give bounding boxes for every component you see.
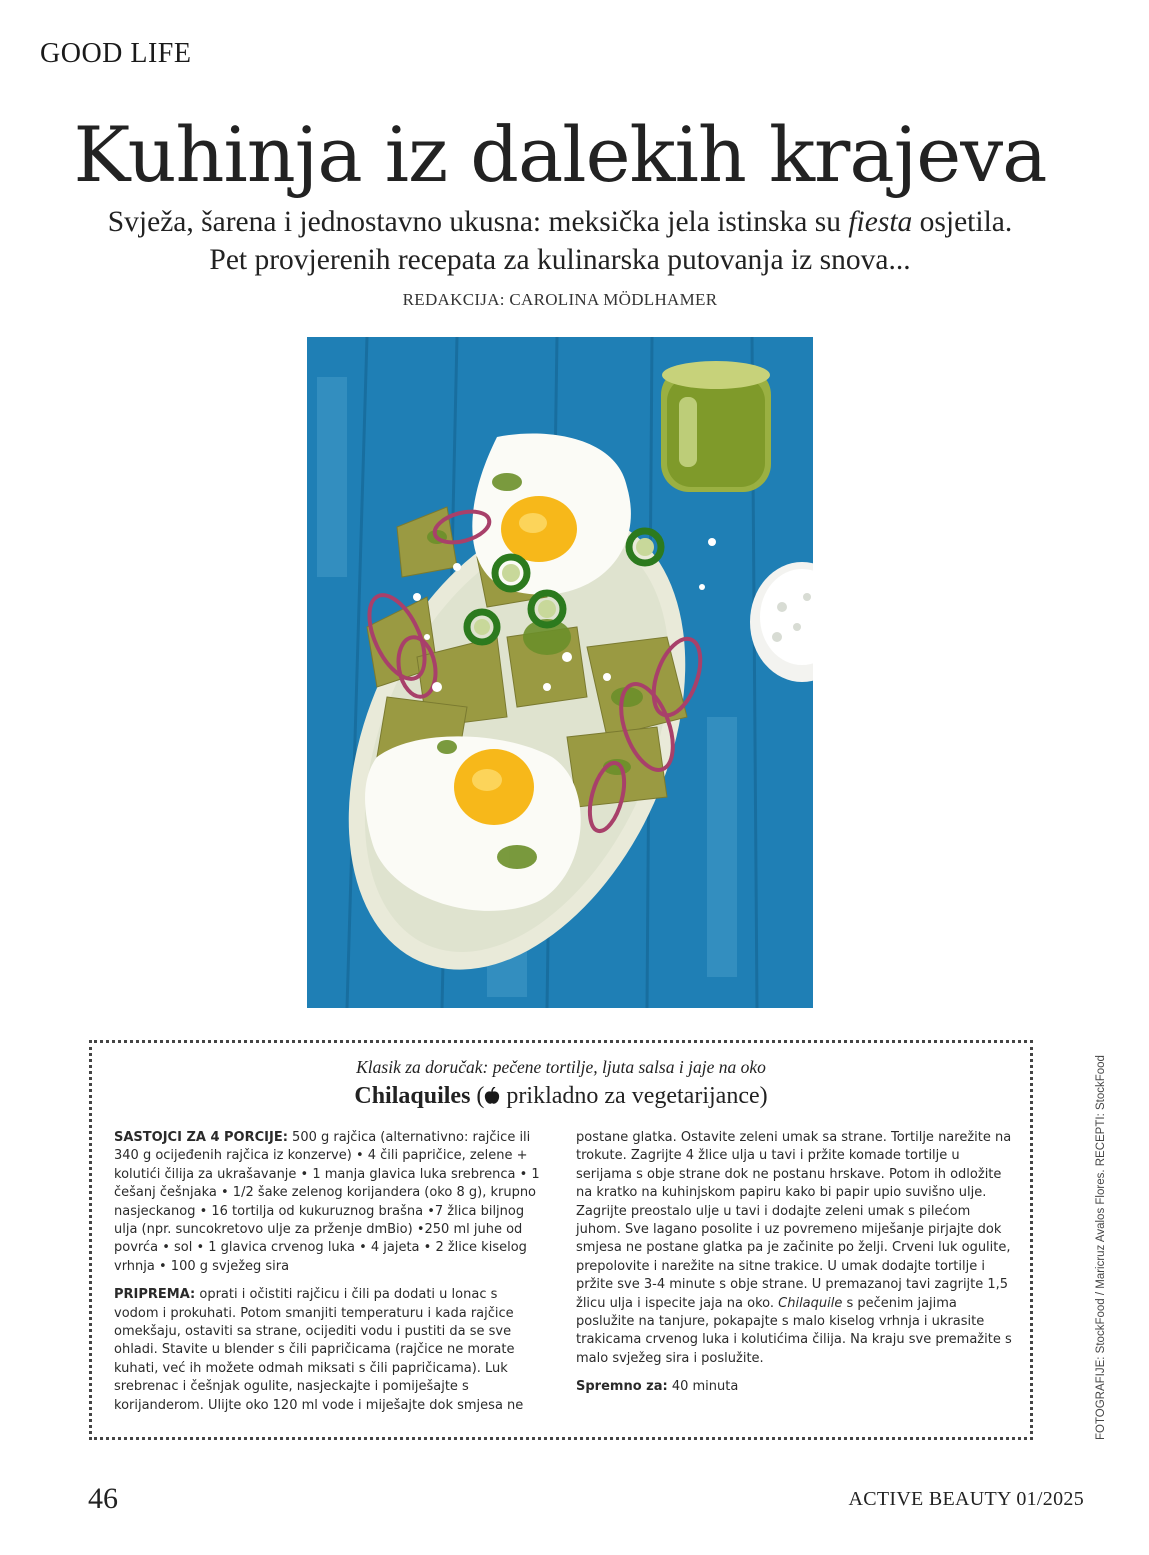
apple-icon — [484, 1087, 500, 1105]
preparation-italic: Chilaquile — [778, 1295, 843, 1311]
subtitle-italic: fiesta — [848, 206, 913, 238]
byline: REDAKCIJA: CAROLINA MÖDLHAMER — [402, 290, 718, 309]
recipe-name: Chilaquiles — [354, 1083, 471, 1109]
ready-value: 40 minuta — [667, 1379, 739, 1395]
recipe-box — [89, 1040, 1033, 1440]
preparation-text: s pečenim jajima poslužite na tanjure, pokapajte s malo kiselog vrhnja i ukrasite trakicama crvenog luka i kolutićima čilija. Na kraju sve premažite s malo svježeg sira i poslužite. — [576, 1295, 1012, 1366]
ingredients-text: 500 g rajčica (alternativno: rajčice ili 340 g ocijeđenih rajčica iz konzerve) • 4 čili papričice, zelene + kolutići čilija za ukrašavanje • 1 manja glavica luka srebrenca • 1 češanj češnjaka • 1/2 šake zelenog korijandera (oko 8 g), krupno nasjeckanog • 16 tortilja od kukuruznog brašna •7 žlica biljnog ulja (npr. suncokretovo ulje za prženje dmBio) •250 ml juhe od povrća • sol • 1 glavica crvenog luka • 4 jajeta • 2 žlice kiselog vrhnja • 100 g svježeg sira — [114, 1130, 540, 1274]
preparation-continued — [576, 1129, 1016, 1368]
article-title: Kuhinja iz dalekih krajeva — [73, 110, 1047, 199]
preparation-paragraph — [114, 1286, 546, 1415]
page-number: 46 — [88, 1482, 118, 1515]
section-label: GOOD LIFE — [40, 38, 192, 69]
photo-credit: FOTOGRAFIJE: StockFood / Maricruz Avalos Flores. RECEPTI: StockFood — [1095, 1055, 1107, 1440]
recipe-kicker: Klasik za doručak: pečene tortilje, ljuta salsa i jaje na oko — [356, 1057, 766, 1077]
recipe-title — [92, 1083, 1030, 1110]
ready-time — [576, 1378, 1016, 1396]
ready-label: Spremno za: — [576, 1379, 668, 1395]
subtitle-text: osjetila. — [912, 206, 1013, 238]
preparation-label: PRIPREMA: — [114, 1287, 196, 1303]
preparation-text: postane glatka. Ostavite zeleni umak sa strane. Tortilje narežite na trokute. Zagrijte 4 žlice ulja u tavi i pržite komade tortilje u serijama s obje strane dok ne postanu hrskave. Potom ih odložite na kratko na kuhinjskom papiru kako bi papir upio suvišno ulje. Zagrijte preostalo ulje u tavi i dodajte zeleni umak s pilećom juhom. Sve lagano posolite i uz povremeno miješanje pirjajte dok smjesa ne postane glatka pa je začinite po želji. Crveni luk ogulite, prepolovite i narežite na sitne trakice. U umak dodajte tortilje i pržite sve 3-4 minute s obje strane. U premazanoj tavi zagrijte 1,5 žlicu ulja i ispecite jaja na oko. — [576, 1130, 1012, 1311]
recipe-column-left — [114, 1129, 546, 1415]
subtitle-text: Svježa, šarena i jednostavno ukusna: meksička jela istinska su — [107, 206, 849, 238]
ingredients-paragraph — [114, 1129, 546, 1276]
recipe-column-right — [576, 1129, 1016, 1397]
magazine-issue: ACTIVE BEAUTY 01/2025 — [848, 1488, 1084, 1510]
recipe-note: prikladno za vegetarijance) — [500, 1083, 768, 1109]
recipe-photo — [307, 337, 813, 1008]
preparation-text: oprati i očistiti rajčicu i čili pa dodati u lonac s vodom i prokuhati. Potom smanjiti temperaturu i kada rajčice omekšaju, ostaviti sa strane, ocijediti vodu i pustiti da se sve ohladi. Stavite u blender s čili papričicama (rajčice ne morate kuhati, već ih možete odmah miksati s čili papričicama). Luk srebrenac i češnjak ogulite, nasjeckajte i pomiješajte s korijanderom. Ulijte oko 120 ml vode i miješajte dok smjesa ne — [114, 1287, 524, 1413]
article-subtitle — [0, 203, 1120, 279]
subtitle-line-2: Pet provjerenih recepata za kulinarska putovanja iz snova... — [209, 244, 911, 276]
recipe-note-open: ( — [470, 1083, 485, 1109]
ingredients-label: SASTOJCI ZA 4 PORCIJE: — [114, 1130, 288, 1145]
